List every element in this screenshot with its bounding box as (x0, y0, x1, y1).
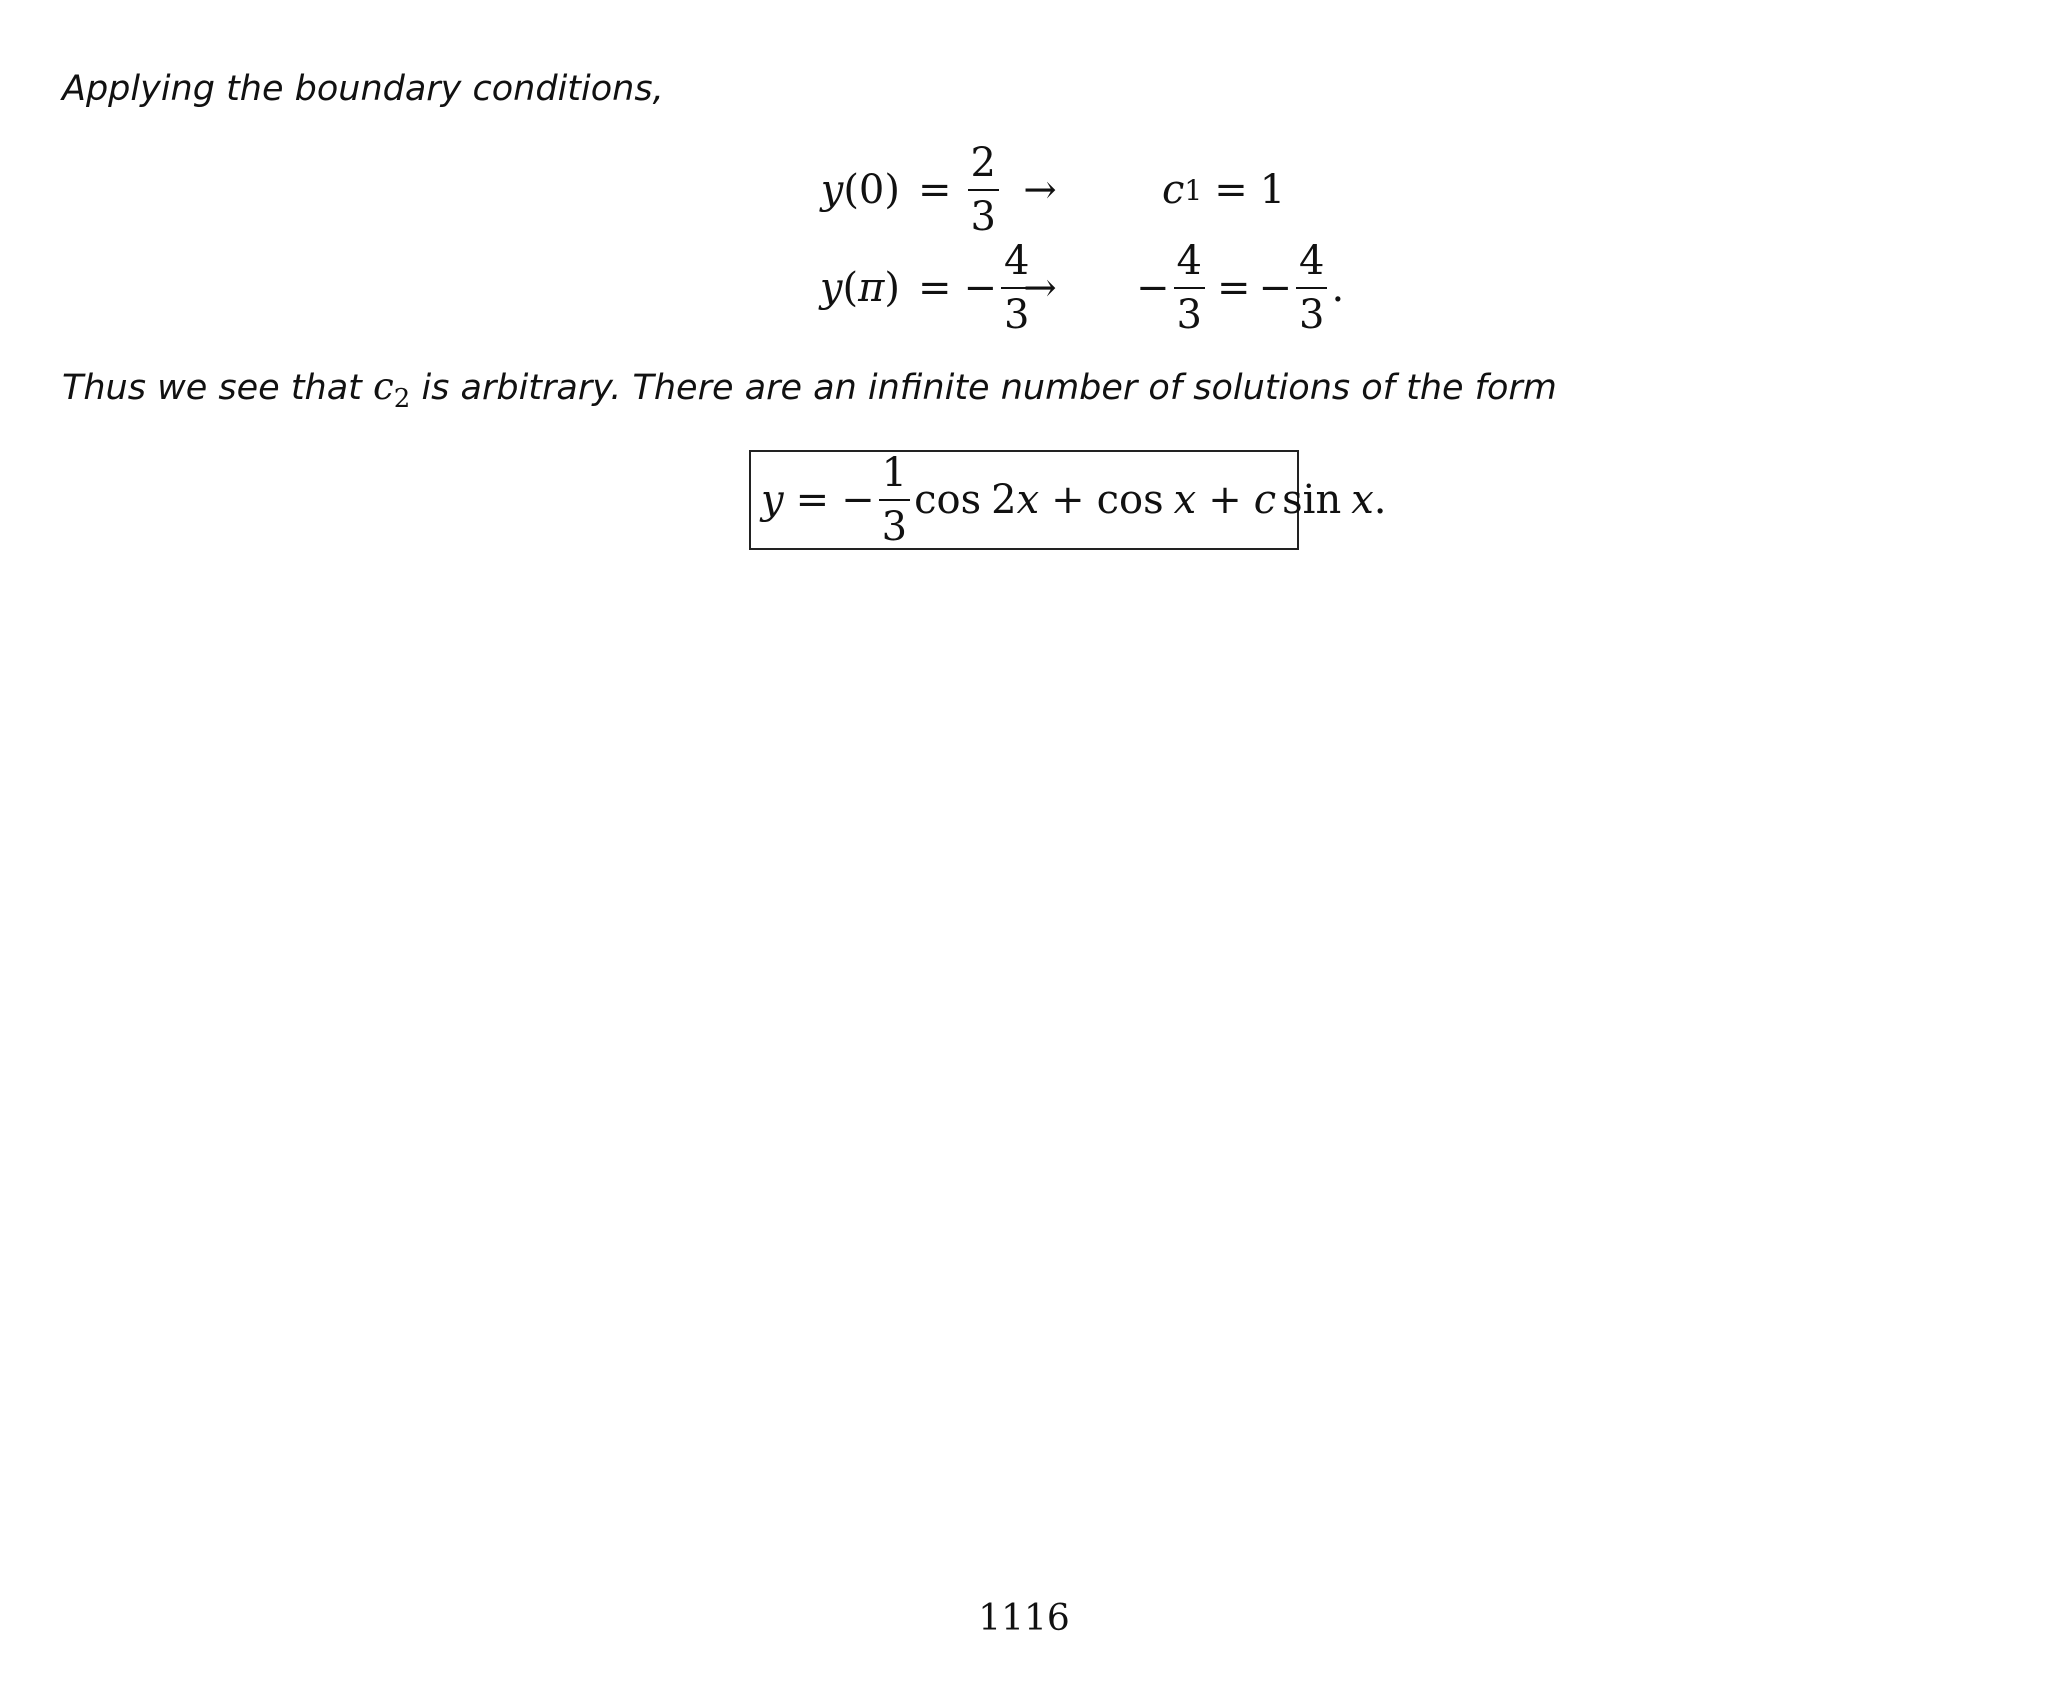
solution-frac-den: 3 (881, 504, 908, 550)
eq-row1-c: c (1162, 167, 1185, 213)
eq-row2-frac-den: 3 (1004, 292, 1030, 338)
eq-row1-fraction (968, 140, 999, 240)
solution-cos1: cos (914, 477, 982, 523)
eq-row2-period: . (1331, 265, 1345, 311)
eq-row2-close: ) (884, 265, 900, 311)
eq-row2-rhs-fraction1 (1174, 238, 1205, 338)
thus-prefix: Thus we see that (62, 368, 374, 408)
eq-row2-frac-num: 4 (1004, 238, 1030, 284)
solution-period: . (1373, 477, 1387, 523)
eq-row2-rhs-fraction2 (1296, 238, 1327, 338)
eq-row1-equals: = (918, 167, 952, 213)
eq-row2-func: y (819, 265, 843, 311)
eq-row2-rhs-equals: = (1216, 265, 1251, 311)
eq-row1-arrow-glyph: → (1023, 167, 1057, 213)
inline-c2 (373, 365, 411, 414)
solution-plus1: + (1051, 477, 1085, 523)
solution-fraction (879, 450, 910, 550)
solution-x3: x (1351, 477, 1374, 523)
solution-c: c (1253, 477, 1277, 523)
eq-row2-pi: π (858, 265, 885, 311)
solution-plus2: + (1208, 477, 1242, 523)
solution-frac-num: 1 (881, 450, 908, 496)
solution-two: 2 (991, 477, 1017, 523)
eq-row1-func: y (820, 167, 844, 213)
eq-row1-rhs-value: 1 (1259, 167, 1286, 213)
inline-c2-sub: 2 (393, 384, 411, 414)
solution-x1: x (1016, 477, 1040, 523)
eq-row1-result (1162, 140, 1285, 240)
eq-row1-arg: (0) (843, 167, 900, 213)
solution-sin: sin (1282, 477, 1342, 523)
eq-row1-frac-num: 2 (970, 140, 996, 186)
thus-text (62, 365, 1557, 414)
page-number: 1116 (978, 1598, 1070, 1639)
solution-x2: x (1173, 477, 1197, 523)
solution-box (749, 450, 1387, 550)
eq-row1-rhs-equals: = (1214, 167, 1248, 213)
solution-y: y (761, 477, 784, 523)
intro-text (62, 69, 664, 109)
eq-row2-arrow (1010, 238, 1070, 338)
eq-row2-rhs-frac2-den: 3 (1299, 292, 1325, 338)
eq-row2-result (1136, 238, 1344, 338)
eq-row2-rhs-frac1-den: 3 (1176, 292, 1202, 338)
eq-row1-lhs (700, 140, 900, 240)
solution-equals: = (795, 477, 830, 523)
solution-cos2: cos (1096, 477, 1164, 523)
eq-row2-arrow-glyph: → (1023, 265, 1057, 311)
thus-suffix: is arbitrary. There are an infinite number of solutions of the form (410, 368, 1557, 408)
eq-row2-open: ( (842, 265, 859, 311)
eq-row1-frac-den: 3 (970, 194, 996, 240)
eq-row1-rhs-part (906, 140, 1003, 240)
intro-text-content: Applying the boundary conditions, (62, 69, 664, 109)
eq-row2-lhs (700, 238, 900, 338)
eq-row1-c-sub: 1 (1184, 173, 1203, 207)
eq-row2-minus: − (963, 265, 998, 311)
eq-row2-rhs-frac2-num: 4 (1299, 238, 1325, 284)
eq-row2-equals: = (918, 265, 952, 311)
eq-row2-rhs-frac1-num: 4 (1176, 238, 1202, 284)
eq-row1-arrow (1010, 140, 1070, 240)
eq-row2-rhs-minus1: − (1136, 265, 1170, 311)
inline-c2-var: c (373, 365, 394, 408)
eq-row2-rhs-minus2: − (1258, 265, 1292, 311)
solution-minus: − (841, 477, 875, 523)
